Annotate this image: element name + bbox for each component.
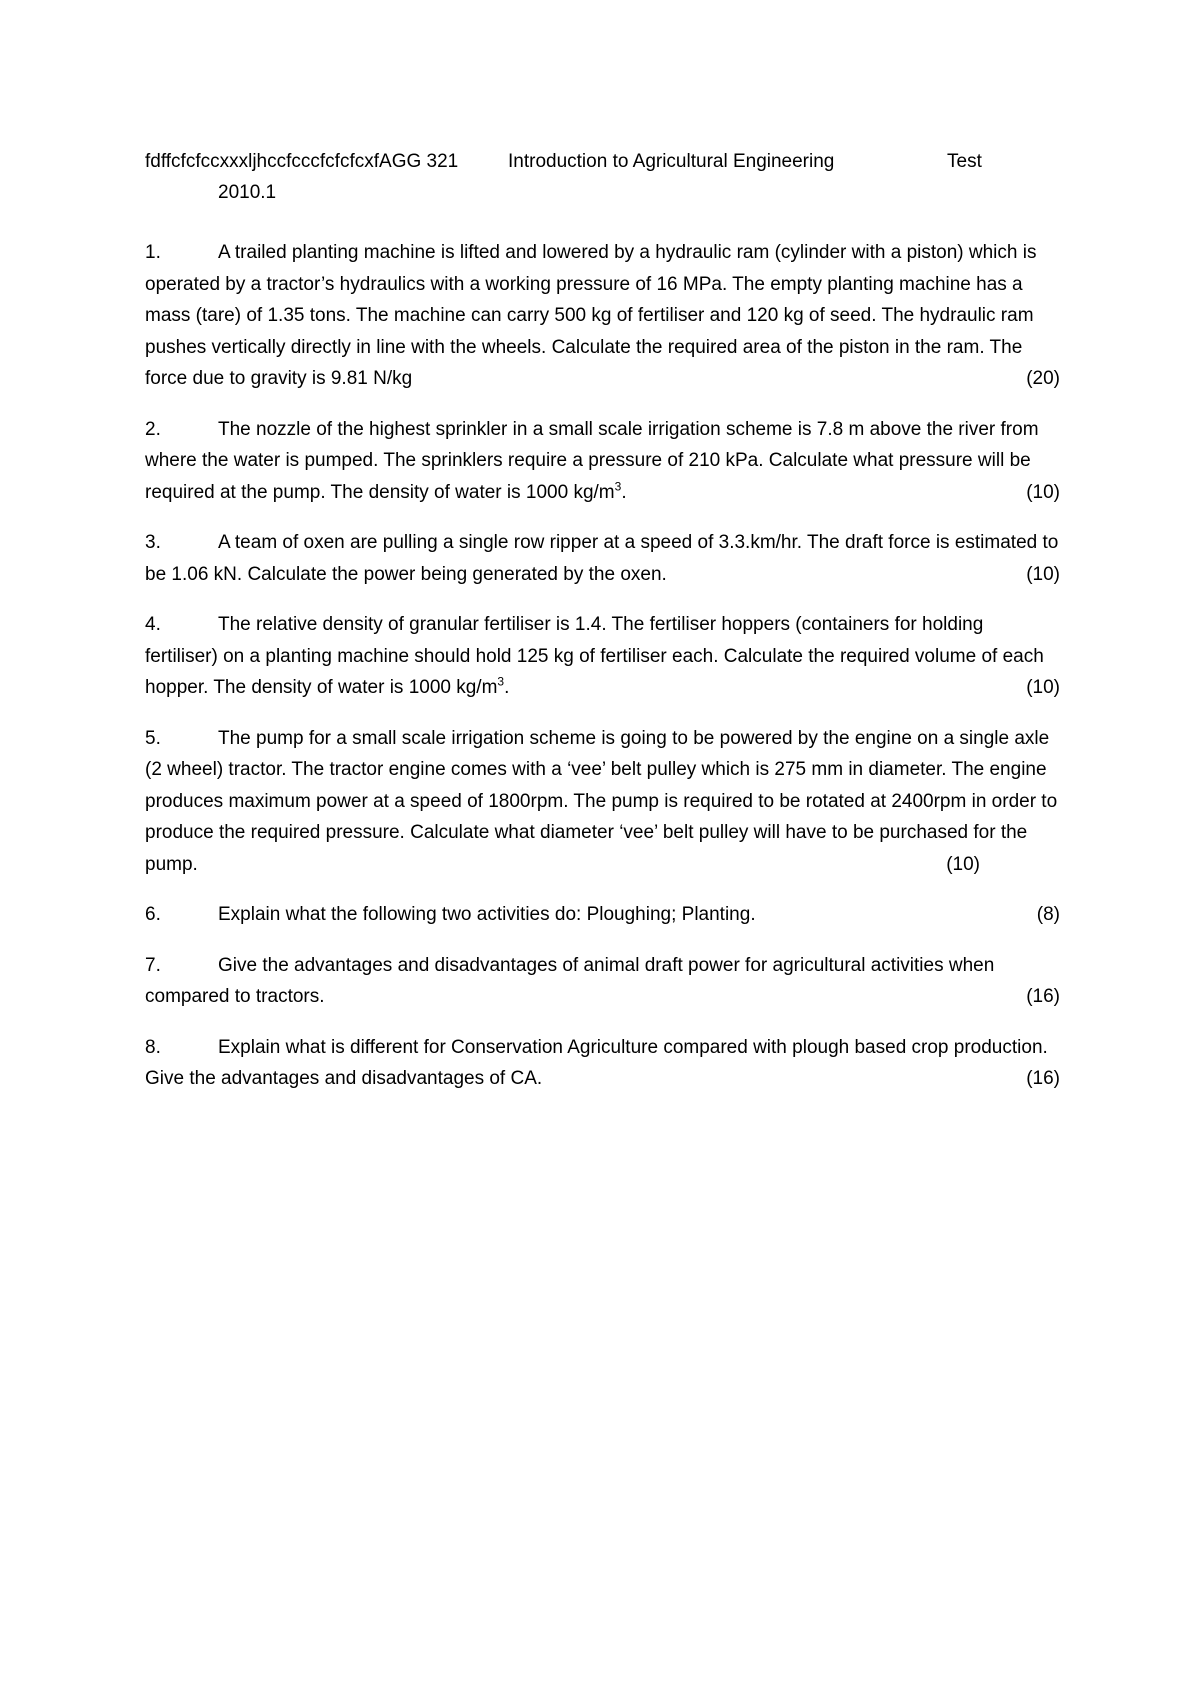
question-text: The pump for a small scale irrigation scheme is going to be powered by the engine on a single axle (2 wheel) tractor. The tractor engine comes with a ‘vee’ belt pulley which is 275 mm in diameter. The engine produces maximum power at a speed of 1800rpm. The pump is required to be rotated at 2400rpm in order to produce the required pressure. Calculate what diameter ‘vee’ belt pulley will have to be purchased for the pump. xyxy=(145,727,1058,875)
question-number: 2. xyxy=(145,418,161,440)
question-5 xyxy=(145,723,1060,881)
question-number: 1. xyxy=(145,242,161,263)
question-number: 3. xyxy=(145,532,161,553)
question-number: 8. xyxy=(145,1036,161,1058)
document-page xyxy=(145,0,1060,1698)
superscript: 3 xyxy=(497,674,505,689)
question-marks: (8) xyxy=(1036,904,1060,925)
question-7 xyxy=(145,950,1060,1013)
question-6 xyxy=(145,899,1060,931)
question-number: 5. xyxy=(145,727,161,749)
question-1 xyxy=(145,237,1060,395)
question-marks: (16) xyxy=(1026,1068,1060,1089)
question-marks: (10) xyxy=(1026,563,1060,585)
question-3 xyxy=(145,527,1060,590)
course-code: fdffcfcfccxxxljhccfcccfcfcfcxfAGG 321 xyxy=(145,151,459,172)
question-marks: (10) xyxy=(1026,677,1060,698)
document-type: Test xyxy=(947,151,982,172)
question-text-tail: . xyxy=(504,677,510,698)
question-text: Explain what is different for Conservation Agriculture compared with plough based crop production. Give the advantages and disadvantages of CA. xyxy=(145,1036,1048,1089)
question-marks: (16) xyxy=(1026,986,1060,1007)
question-4 xyxy=(145,609,1060,704)
question-marks: (20) xyxy=(1026,368,1060,389)
question-number: 7. xyxy=(145,954,161,976)
question-list xyxy=(145,237,1060,1114)
question-text: Give the advantages and disadvantages of animal draft power for agricultural activities when compared to tractors. xyxy=(145,954,995,1007)
question-text: A trailed planting machine is lifted and lowered by a hydraulic ram (cylinder with a piston) which is operated by a tractor’s hydraulics with a working pressure of 16 MPa. The empty planting machine has a mass (tare) of 1.35 tons. The machine can carry 500 kg of fertiliser and 120 kg of seed. The hydraulic ram pushes vertically directly in line with the wheels. Calculate the required area of the piston in the ram. The force due to gravity is 9.81 N/kg xyxy=(145,242,1037,389)
question-2 xyxy=(145,414,1060,509)
question-number: 6. xyxy=(145,904,161,925)
question-number: 4. xyxy=(145,614,161,635)
question-marks: (10) xyxy=(1026,481,1060,503)
test-year: 2010.1 xyxy=(218,182,277,203)
question-text: The nozzle of the highest sprinkler in a small scale irrigation scheme is 7.8 m above the river from where the water is pumped. The sprinklers require a pressure of 210 kPa. Calculate what pressure will be required at the pump. The density of water is 1000 kg/m xyxy=(145,418,1039,503)
course-title: Introduction to Agricultural Engineering xyxy=(508,151,835,172)
question-marks: (10) xyxy=(946,853,980,875)
question-8 xyxy=(145,1032,1060,1095)
question-text-tail: . xyxy=(621,481,627,503)
question-text: Explain what the following two activities do: Ploughing; Planting. xyxy=(218,904,756,925)
question-text: The relative density of granular fertiliser is 1.4. The fertiliser hoppers (containers for holding fertiliser) on a planting machine should hold 125 kg of fertiliser each. Calculate the required volume of each hopper. The density of water is 1000 kg/m xyxy=(145,614,1044,698)
superscript: 3 xyxy=(614,479,622,494)
question-text: A team of oxen are pulling a single row ripper at a speed of 3.3.km/hr. The draft force is estimated to be 1.06 kN. Calculate the power being generated by the oxen. xyxy=(145,532,1059,585)
